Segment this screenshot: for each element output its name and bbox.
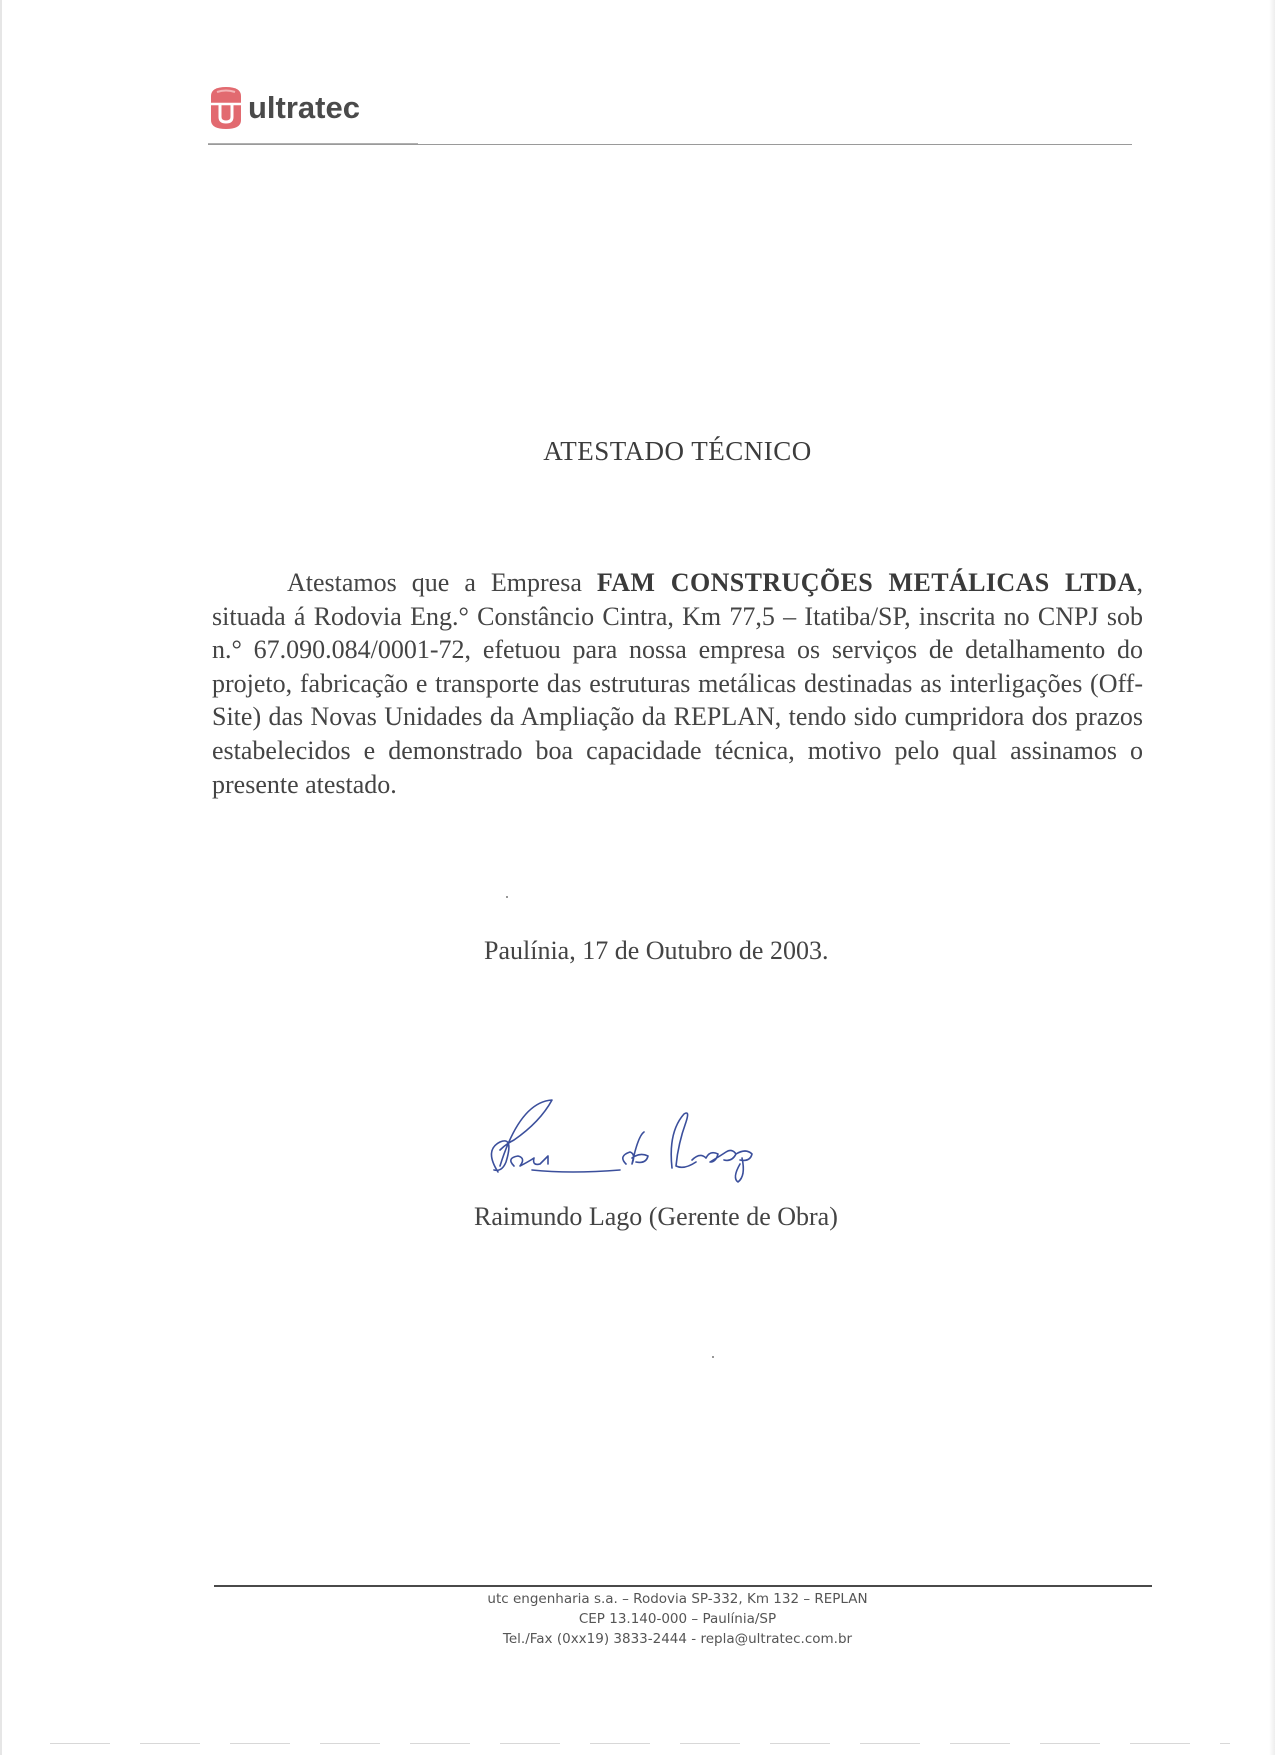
footer-address — [0, 1589, 1275, 1649]
scan-right-edge — [1269, 0, 1275, 1755]
footer-line-company: utc engenharia s.a. – Rodovia SP-332, Km 132 – REPLAN — [487, 1591, 868, 1607]
date-line: Paulínia, 17 de Outubro de 2003. — [484, 936, 829, 965]
paragraph-intro: Atestamos que a Empresa — [287, 568, 597, 597]
footer-divider — [214, 1585, 1152, 1587]
scan-bottom-artifact — [50, 1743, 1230, 1744]
scan-speck — [506, 896, 508, 898]
footer-line-contact: Tel./Fax (0xx19) 3833-2444 - repla@ultratec.com.br — [502, 1631, 853, 1647]
handwritten-signature — [470, 1092, 810, 1212]
scan-left-edge — [0, 0, 2, 1755]
header-divider — [208, 144, 1132, 145]
company-logo — [208, 84, 360, 132]
signer-name: Raimundo Lago (Gerente de Obra) — [474, 1202, 838, 1231]
footer-line-postal: CEP 13.140-000 – Paulínia/SP — [578, 1611, 777, 1627]
document-title: ATESTADO TÉCNICO — [543, 436, 812, 466]
paragraph-rest: , situada á Rodovia Eng.° Constâncio Cintra, Km 77,5 – Itatiba/SP, inscrita no CNPJ sob n.° 67.090.084/0001-72, efetuou para nossa empresa os serviços de detalhamento do projeto, fabricação e transporte das estruturas metálicas destinadas as interligações (Off-Site) das Novas Unidades da Ampliação da REPLAN, tendo sido cumpridora dos prazos estabelecidos e demonstrado boa capacidade técnica, motivo pelo qual assinamos o presente atestado. — [212, 568, 1143, 799]
ultratec-logo-mark-icon — [208, 84, 244, 132]
scan-speck — [712, 1356, 714, 1358]
body-paragraph — [212, 566, 1143, 801]
logo-wordmark: ultratec — [248, 89, 360, 125]
company-name: FAM CONSTRUÇÕES METÁLICAS LTDA — [596, 568, 1137, 597]
